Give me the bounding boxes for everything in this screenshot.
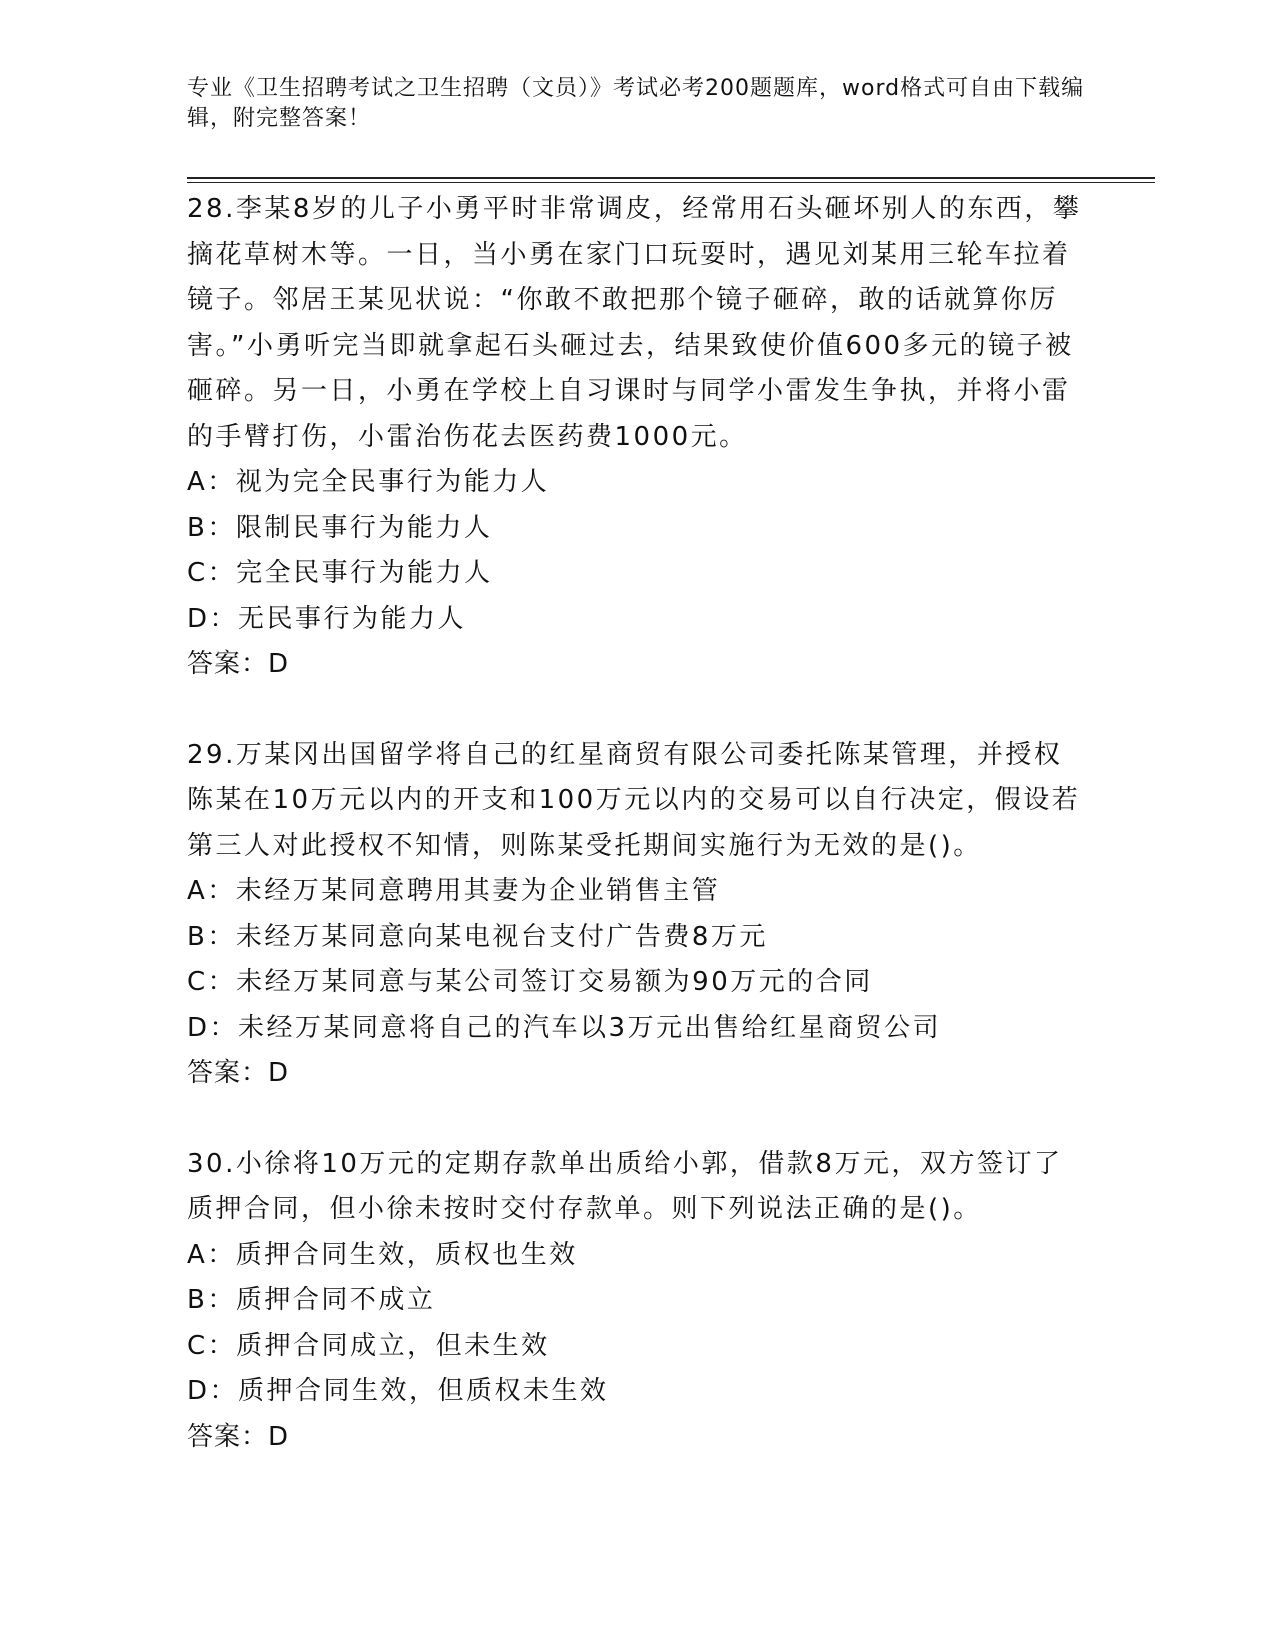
question-30 — [187, 1142, 1087, 1461]
option-a: A：视为完全民事行为能力人 — [187, 467, 550, 497]
option-c: C：质押合同成立，但未生效 — [187, 1330, 550, 1361]
option-d: D：质押合同生效，但质权未生效 — [187, 1376, 609, 1406]
option-d: D：无民事行为能力人 — [187, 603, 467, 634]
document-header: 专业《卫生招聘考试之卫生招聘（文员）》考试必考200题题库，word格式可自由下载编辑，附完整答案！ — [187, 76, 1085, 131]
option-b: B：未经万某同意向某电视台支付广告费8万元 — [187, 921, 768, 952]
question-text: 29.万某冈出国留学将自己的红星商贸有限公司委托陈某管理，并授权陈某在10万元以内的开支和100万元以内的交易可以自行决定，假设若第三人对此授权不知情，则陈某受托期间实施行为无效的是()。 — [187, 739, 1081, 861]
option-a: A：质押合同生效，质权也生效 — [187, 1239, 578, 1270]
question-29 — [187, 733, 1087, 1097]
option-b: B：质押合同不成立 — [187, 1285, 436, 1315]
option-c: C：未经万某同意与某公司签订交易额为90万元的合同 — [187, 967, 873, 997]
header-divider-thick — [187, 177, 1155, 179]
question-gap — [187, 688, 1087, 733]
question-gap — [187, 1097, 1087, 1142]
question-28 — [187, 187, 1087, 688]
answer-line: 答案：D — [187, 1421, 290, 1452]
question-list — [187, 187, 1087, 1460]
option-d: D：未经万某同意将自己的汽车以3万元出售给红星商贸公司 — [187, 1012, 942, 1043]
option-b: B：限制民事行为能力人 — [187, 512, 493, 543]
option-a: A：未经万某同意聘用其妻为企业销售主管 — [187, 876, 721, 906]
header-divider-thin — [187, 182, 1155, 183]
question-text: 28.李某8岁的儿子小勇平时非常调皮，经常用石头砸坏别人的东西，攀摘花草树木等。一日，当小勇在家门口玩耍时，遇见刘某用三轮车拉着镜子。邻居王某见状说：“你敢不敢把那个镜子砸碎，敢的话就算你厉害。”小勇听完当即就拿起石头砸过去，结果致使价值600多元的镜子被砸碎。另一日，小勇在学校上自习课时与同学小雷发生争执，并将小雷的手臂打伤，小雷治伤花去医药费1000元。 — [187, 194, 1082, 452]
answer-line: 答案：D — [187, 649, 290, 679]
answer-line: 答案：D — [187, 1058, 290, 1088]
option-c: C：完全民事行为能力人 — [187, 558, 493, 588]
question-text: 30.小徐将10万元的定期存款单出质给小郭，借款8万元，双方签订了质押合同，但小徐未按时交付存款单。则下列说法正确的是()。 — [187, 1148, 1063, 1224]
